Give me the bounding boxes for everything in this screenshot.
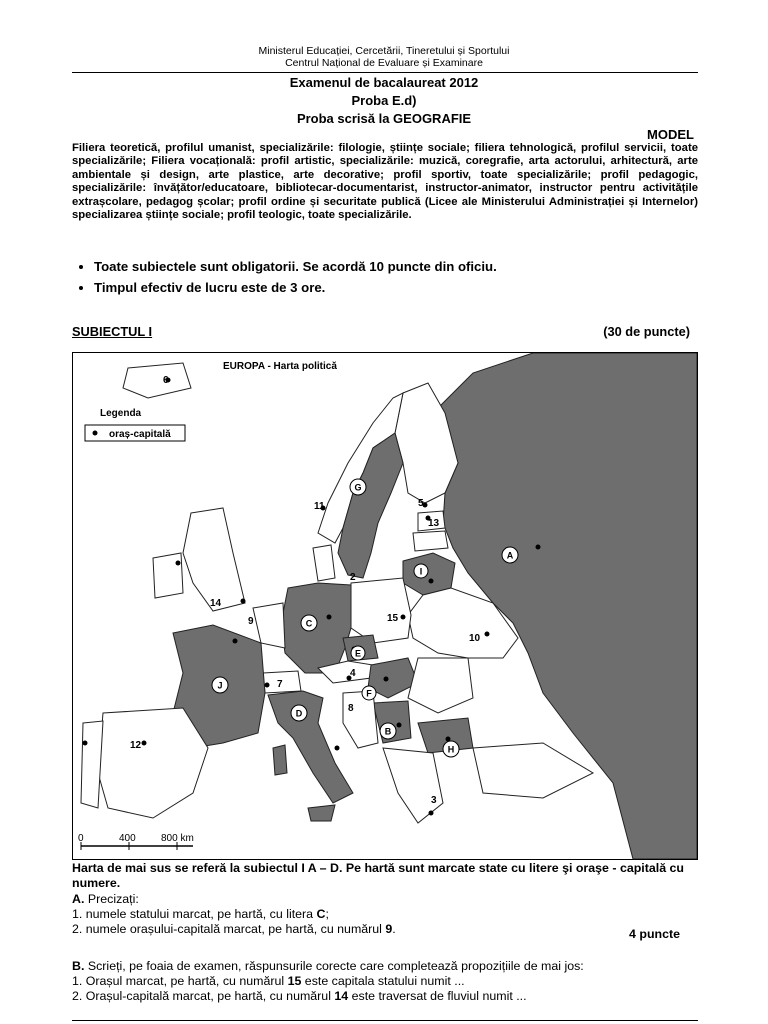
letter-F: F [366, 688, 372, 699]
rules-list [72, 259, 720, 301]
scale-800: 800 km [161, 833, 194, 844]
country-ireland [153, 553, 183, 598]
num-3: 3 [431, 795, 437, 806]
num-5: 5 [418, 498, 424, 509]
part-a-label: A. [72, 892, 85, 906]
part-a-item1-key: C [316, 907, 326, 922]
num-13: 13 [428, 518, 440, 529]
country-italy-sardinia [273, 745, 287, 775]
country-italy-sicily [308, 805, 335, 821]
num-6: 6 [163, 375, 169, 386]
legend-title: Legenda [100, 408, 142, 419]
subject-title: Proba scrisă la GEOGRAFIE [296, 111, 472, 126]
part-a-points: 4 puncte [629, 927, 680, 941]
part-b-item1-text: 1. Orașul marcat, pe hartă, cu numărul [72, 974, 288, 989]
num-4: 4 [350, 668, 356, 679]
letter-A: A [506, 550, 514, 561]
part-b [72, 959, 698, 1005]
letter-J: J [217, 680, 223, 691]
letter-H: H [447, 744, 455, 755]
proba-title: Proba E.d) [351, 93, 417, 108]
subiect-title: SUBIECTUL I [72, 324, 153, 339]
legend-item: oraș-capitală [109, 429, 171, 440]
part-b-item1-key: 15 [287, 974, 302, 989]
num-14: 14 [210, 598, 222, 609]
num-9: 9 [248, 616, 254, 627]
legend-dot [93, 431, 98, 436]
europe-map [72, 352, 698, 860]
num-15: 15 [387, 613, 399, 624]
subiect-points: (30 de puncte) [603, 324, 690, 339]
part-a [72, 892, 698, 938]
part-a-instruction: Precizați: [84, 892, 139, 906]
evaluation-center: Centrul Național de Evaluare și Examinare [285, 57, 483, 69]
part-b-item1-end: este capitala statului numit ... [301, 974, 465, 989]
letter-E: E [354, 648, 362, 659]
part-b-label: B. [72, 959, 85, 973]
letter-C: C [305, 618, 313, 629]
part-a-item2-text: 2. numele orașului-capitală marcat, pe hartă, cu numărul [72, 922, 386, 937]
footer-rule [72, 1020, 698, 1021]
letter-G: G [354, 482, 362, 493]
num-11: 11 [314, 501, 325, 512]
rule-item: • Timpul efectiv de lucru este de 3 ore. [94, 280, 720, 295]
num-8: 8 [348, 703, 354, 714]
part-b-item2-key: 14 [334, 989, 349, 1004]
num-7: 7 [277, 679, 283, 690]
letter-B: B [384, 726, 392, 737]
country-C-germany [281, 583, 351, 673]
num-12: 12 [130, 740, 142, 751]
filiera-paragraph: Filiera teoretică, profilul umanist, specializările: filologie, științe sociale; filiera tehnologică, profilul servicii, toate specializările; Filiera vocațională: profil artistic, specializările: muzică, coregrafie, arta actorului, arhitectură, arte ambientale și design, arte plastice, arte decorative; profil sportiv, toate specializările; profil pedagogic, specializările: învățător/educatoare, bibliotecar-documentarist, instructor-animator, instructor pentru activitățile extrașcolare, pedagog școlar; profil ordine și securitate publică (Licee ale Ministerului Administrației și Internelor) specializarea științe sociale; profil teologic, toate specializările. [72, 142, 698, 222]
model-label: MODEL [647, 127, 694, 142]
num-10: 10 [469, 633, 481, 644]
rule-item: • Toate subiectele sunt obligatorii. Se acordă 10 puncte din oficiu. [94, 259, 720, 274]
country-poland [351, 578, 411, 643]
map-intro: Harta de mai sus se referă la subiectul I A – D. Pe hartă sunt marcate state cu litere şi oraşe - capitală cu numere. [72, 861, 684, 891]
header-rule [72, 72, 698, 73]
part-b-item2-end: este traversat de fluviul numit ... [348, 989, 527, 1004]
country-latvia [413, 531, 448, 551]
letter-I: I [419, 566, 423, 577]
part-a-item1-end: ; [325, 907, 329, 922]
letter-D: D [295, 708, 303, 719]
scale-400: 400 [119, 833, 136, 844]
part-a-item2-key: 9 [385, 922, 393, 937]
part-a-item2-end: . [392, 922, 396, 937]
part-b-item2-text: 2. Orașul-capitală marcat, pe hartă, cu numărul [72, 989, 335, 1004]
map-title: EUROPA - Harta politică [223, 361, 337, 372]
num-2: 2 [350, 572, 356, 583]
exam-title: Examenul de bacalaureat 2012 [289, 75, 479, 90]
part-a-item1-text: 1. numele statului marcat, pe hartă, cu litera [72, 907, 317, 922]
part-b-instruction: Scrieți, pe foaia de examen, răspunsurile corecte care completează propozițiile de mai jos: [84, 959, 584, 973]
scale-0: 0 [78, 833, 84, 844]
ministry-name: Ministerul Educației, Cercetării, Tineretului și Sportului [258, 45, 510, 57]
